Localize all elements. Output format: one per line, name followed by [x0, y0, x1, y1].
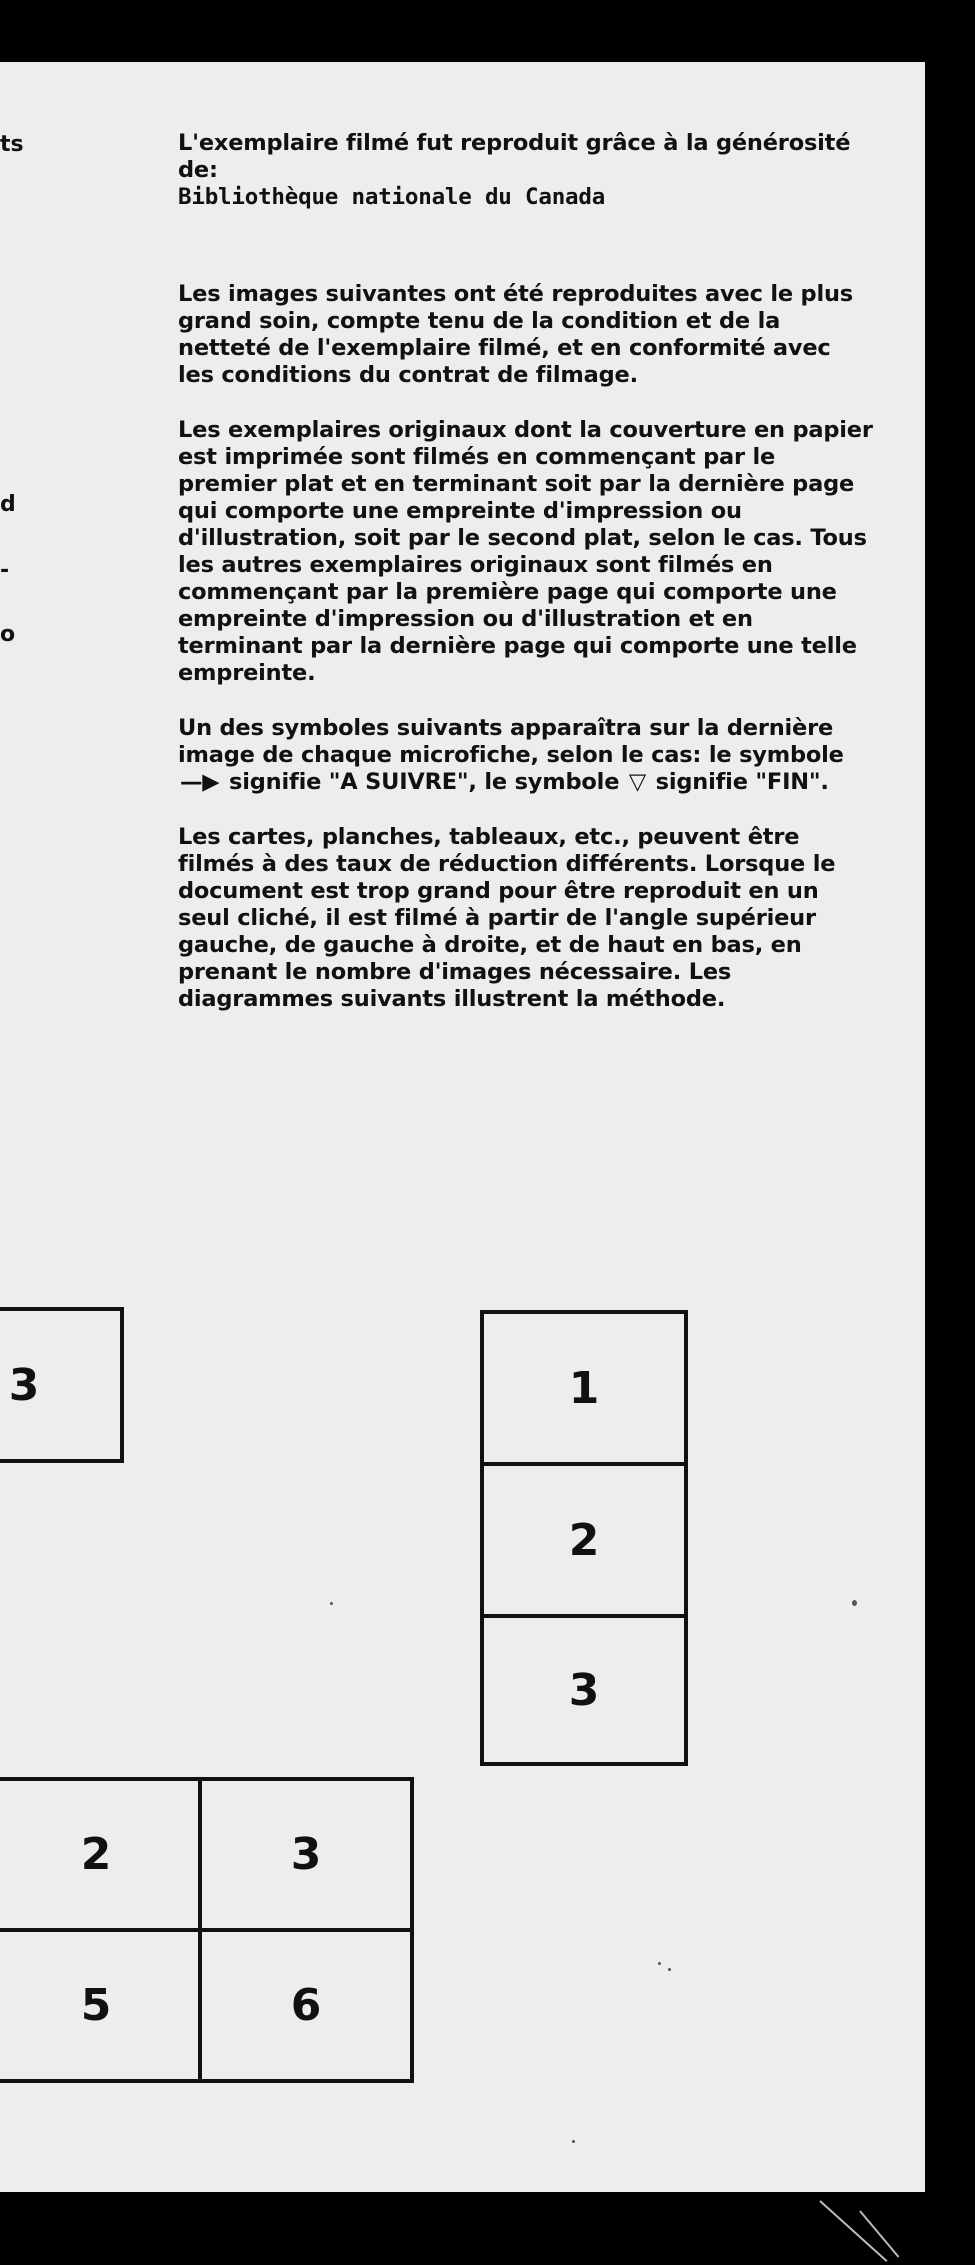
partial-box-diagram: [0, 1307, 124, 1463]
symbols-text-c: signifie "FIN".: [655, 769, 829, 795]
intro-text: L'exemplaire filmé fut reproduit grâce à la générosité de:: [178, 130, 851, 183]
film-speck: [330, 1602, 333, 1605]
library-name: Bibliothèque nationale du Canada: [178, 184, 606, 210]
diagram-number: 3: [290, 1829, 322, 1880]
text-column: [178, 130, 873, 1013]
paragraph-originals: Les exemplaires originaux dont la couverture en papier est imprimée sont filmés en commençant par le premier plat et en terminant soit par la dernière page qui comporte une empreinte d'impression ou d'illustration, soit par le second plat, selon le cas. Tous les autres exemplaires originaux sont filmés en commençant par la première page qui comporte une empreinte d'impression ou d'illustration et en terminant par la dernière page qui comporte une telle empreinte.: [178, 417, 873, 686]
diagram-number: 3: [8, 1359, 40, 1411]
arrow-icon: —▶: [180, 769, 220, 795]
triangle-down-icon: ▽: [628, 769, 647, 795]
grid-diagram: [0, 1777, 414, 2083]
left-fragment: d: [0, 492, 16, 517]
left-fragment: o: [0, 622, 16, 647]
film-speck: [852, 1600, 857, 1606]
film-speck: [668, 1968, 671, 1971]
left-fragment: -: [0, 558, 10, 583]
symbols-text-a: Un des symboles suivants apparaîtra sur la dernière image de chaque microfiche, selon le cas: le symbole: [178, 715, 844, 768]
diagram-number: 1: [568, 1362, 600, 1414]
film-speck: [572, 2140, 575, 2143]
left-fragment: ts: [0, 132, 24, 157]
paragraph-maps: Les cartes, planches, tableaux, etc., peuvent être filmés à des taux de réduction différents. Lorsque le document est trop grand pour être reproduit en un seul cliché, il est filmé à partir de l'angle supérieur gauche, de gauche à droite, et de haut en bas, en prenant le nombre d'images nécessaire. Les diagrammes suivants illustrent la méthode.: [178, 824, 836, 1012]
document-page: [0, 62, 925, 2192]
diagram-number: 5: [80, 1980, 112, 2031]
paragraph-symbols: [178, 715, 873, 796]
film-scratch: [859, 2210, 899, 2257]
diagram-number: 3: [568, 1664, 600, 1716]
diagram-number: 2: [80, 1829, 112, 1880]
paragraph-images: Les images suivantes ont été reproduites avec le plus grand soin, compte tenu de la condition et de la netteté de l'exemplaire filmé, et en conformité avec les conditions du contrat de filmage.: [178, 281, 853, 388]
symbols-text-b: signifie "A SUIVRE", le symbole: [229, 769, 620, 795]
diagram-number: 6: [290, 1980, 322, 2031]
diagram-number: 2: [568, 1514, 600, 1566]
film-speck: [658, 1962, 661, 1965]
vertical-diagram: [480, 1310, 688, 1766]
